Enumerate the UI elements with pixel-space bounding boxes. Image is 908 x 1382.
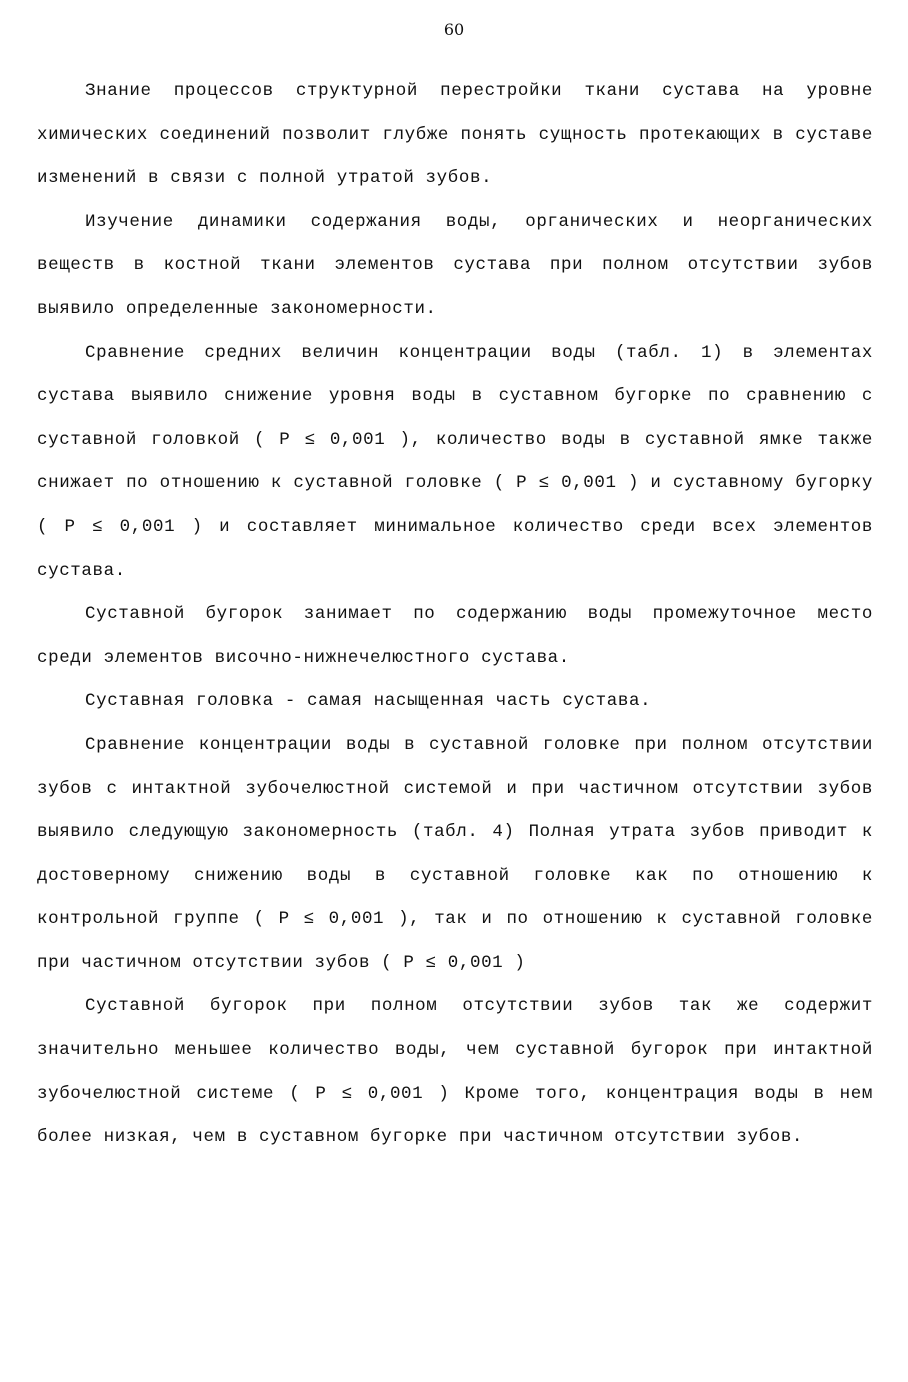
paragraph-head-comparison: Сравнение концентрации воды в суставной головке при полном отсутствии зубов с интактной зубочелюстной системой и при частичном отсутствии зубов выявило следующую закономерность (табл. 4) Полная утрата зубов приводит к достоверному снижению воды в суставной головке как по отношению к контрольной группе ( P ≤ 0,001 ), так и по отношению к суставной головке при частичном отсутствии зубов ( P ≤ 0,001 ) [37, 734, 873, 973]
paragraph-tubercle-comparison: Суставной бугорок при полном отсутствии зубов так же содержит значительно меньшее количество воды, чем суставной бугорок при интактной зубочелюстной системе ( P ≤ 0,001 ) Кроме того, концентрация воды в нем более низкая, чем в суставном бугорке при частичном отсутствии зубов. [37, 996, 873, 1148]
paragraph-chemical-knowledge: Знание процессов структурной перестройки ткани сустава на уровне химических соединений позволит глубже понять сущность протекающих в суставе изменений в связи с полной утратой зубов. [37, 81, 873, 189]
page-number: 60 [443, 20, 465, 39]
paragraph-water-comparison: Сравнение средних величин концентрации воды (табл. 1) в элементах сустава выявило снижение уровня воды в суставном бугорке по сравнению с суставной головкой ( P ≤ 0,001 ), количество воды в суставной ямке также снижает по отношению к суставной головке ( P ≤ 0,001 ) и суставному бугорку ( P ≤ 0,001 ) и составляет минимальное количество среди всех элементов сустава. [37, 342, 873, 581]
document-body [37, 70, 873, 1160]
paragraph-tubercle-position: Суставной бугорок занимает по содержанию воды промежуточное место среди элементов височно-нижнечелюстного сустава. [37, 604, 873, 668]
paragraph-head-saturated: Суставная головка - самая насыщенная часть сустава. [85, 691, 652, 712]
paragraph-water-dynamics: Изучение динамики содержания воды, органических и неорганических веществ в костной ткани элементов сустава при полном отсутствии зубов выявило определенные закономерности. [37, 211, 873, 319]
